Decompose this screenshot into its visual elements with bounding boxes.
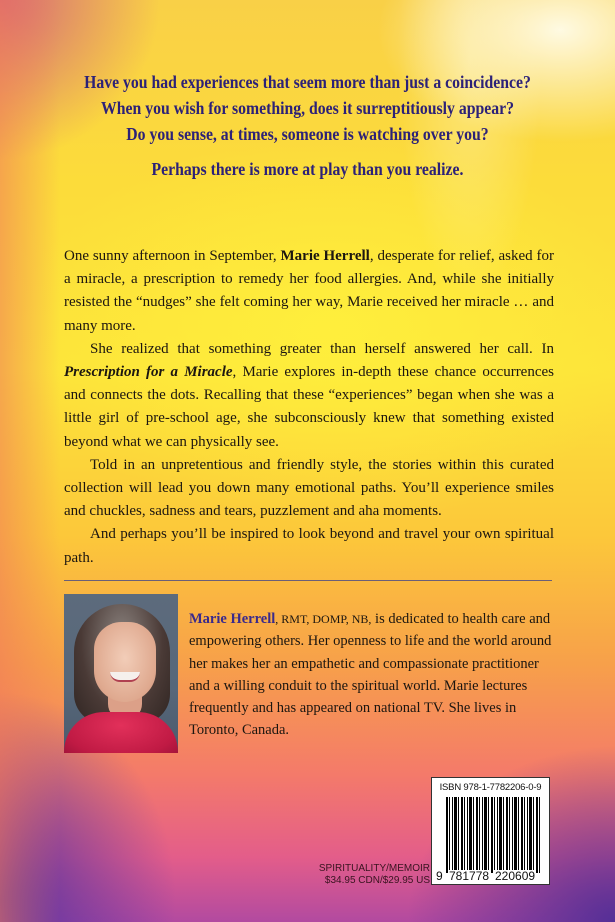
photo-sweater [64,712,178,753]
isbn-label: ISBN 978-1-7782206-0-9 [439,782,542,793]
barcode-digits-left: 781778 [449,869,490,883]
barcode-digits-right: 220609 [495,869,536,883]
author-bio-text [189,608,557,742]
question-3: Do you sense, at times, someone is watching over you? [126,124,489,144]
author-bio-body: is dedicated to health care and empowering others. Her openness to life and the world around her makes her an empathetic and compassionate practitioner and a willing conduit to the spiritual world. Marie lectures frequently and has appeared on national TV. She lives in Toronto, Canada. [189,611,552,739]
price-label: $34.95 CDN/$29.95 US [324,875,430,886]
author-photo [64,594,178,753]
book-blurb [64,245,554,570]
isbn-barcode [431,777,550,885]
barcode-digit-first: 9 [436,869,443,883]
blurb-text: , Marie explores in-depth these chance occurrences and connects the dots. Recalling that these “experiences” began when she was a little girl of pre-school age, she subconsciously knew that something existed beyond what we can physically see. [64,364,554,450]
tagline: Perhaps there is more at play than you realize. [151,159,464,179]
author-bio [189,608,557,742]
book-title-inline: Prescription for a Miracle [64,364,233,381]
blurb-text: One sunny afternoon in September, [64,248,281,264]
barcode-digits [432,870,549,883]
photo-face [94,622,156,702]
category-price-block [319,863,430,887]
blurb-paragraph-3: Told in an unpretentious and friendly style, the stories within this curated collection will lead you down many emotional paths. You’ll experience smiles and chuckles, sadness and tears, puzzlement and aha moments. [64,456,554,520]
section-divider [64,580,552,581]
author-name: Marie Herrell [189,611,276,627]
blurb-text: , desperate for relief, asked for a miracle, a prescription to remedy her food allergies. And, while she initially resisted the “nudges” she felt coming her way, Marie received her miracle … and many more. [64,248,554,334]
question-2: When you wish for something, does it surreptitiously appear? [101,98,514,118]
blurb-paragraph-1 [64,245,554,338]
barcode-bars [446,797,541,873]
blurb-paragraph-4: And perhaps you’ll be inspired to look beyond and travel your own spiritual path. [64,526,554,566]
author-name-inline: Marie Herrell [280,248,370,264]
question-1: Have you had experiences that seem more than just a coincidence? [84,72,531,92]
intro-questions [31,69,585,147]
blurb-text: She realized that something greater than herself answered her call. In [90,340,554,357]
blurb-paragraph-2 [64,338,554,454]
category-label: SPIRITUALITY/MEMOIR [318,863,430,874]
author-credentials: , RMT, DOMP, NB, [275,612,372,626]
